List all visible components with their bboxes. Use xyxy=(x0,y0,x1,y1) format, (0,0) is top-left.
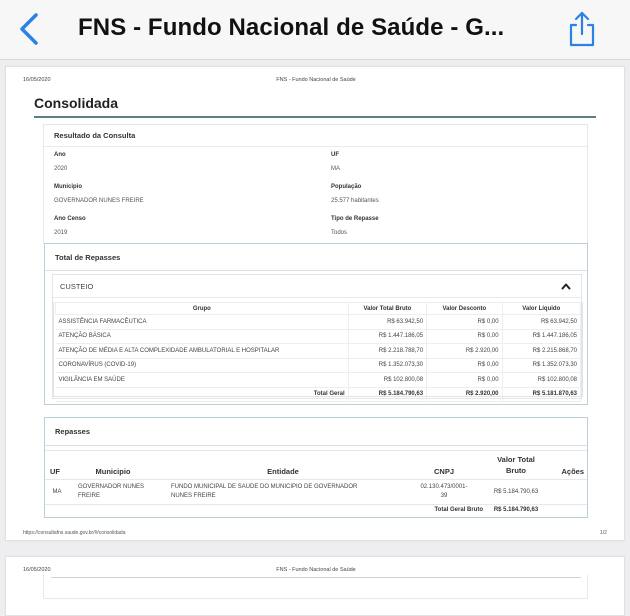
field-label-ano: Ano xyxy=(54,152,66,158)
back-button[interactable] xyxy=(16,12,42,46)
print-header-title: FNS - Fundo Nacional de Saúde xyxy=(276,77,356,83)
pdf-page-1 xyxy=(5,66,625,541)
cell-liquido: R$ 2.215.868,70 xyxy=(502,344,580,359)
cell-liquido: R$ 1.352.073,30 xyxy=(502,358,580,373)
column-header-cnpj: CNPJ xyxy=(433,466,454,476)
cell-line: 39 xyxy=(440,492,448,499)
share-icon xyxy=(565,10,599,48)
print-footer-url: https://consultafns.saude.gov.br/#/consolidada xyxy=(23,530,126,536)
heading-divider xyxy=(34,116,596,118)
page-heading: Consolidada xyxy=(34,95,119,111)
total-bruto: R$ 5.184.790,63 xyxy=(348,387,426,402)
header-line: Bruto xyxy=(506,465,526,475)
share-button[interactable] xyxy=(565,10,599,48)
cell-municipio xyxy=(65,479,161,504)
field-label-uf: UF xyxy=(331,152,339,158)
cell-desconto: R$ 0,00 xyxy=(427,329,502,344)
print-date: 16/05/2020 xyxy=(23,567,51,573)
field-label-municipio: Municipio xyxy=(54,184,82,190)
cell-entidade xyxy=(161,479,405,504)
card-title: Total de Repasses xyxy=(55,253,121,262)
cell-desconto: R$ 0,00 xyxy=(427,358,502,373)
cell-bruto: R$ 63.942,50 xyxy=(348,315,426,330)
chevron-left-icon xyxy=(16,12,42,46)
table-row xyxy=(56,373,581,388)
cell-desconto: R$ 2.920,00 xyxy=(427,344,502,359)
column-header-uf: UF xyxy=(50,466,60,476)
total-label: Total Geral xyxy=(56,387,349,402)
cell-cnpj xyxy=(405,479,483,504)
total-liquido: R$ 5.181.870,63 xyxy=(502,387,580,402)
field-label-tipo-repasse: Tipo de Repasse xyxy=(331,216,379,222)
total-desconto: R$ 2.920,00 xyxy=(427,387,502,402)
cell-uf: MA xyxy=(45,479,65,504)
cell-bruto: R$ 1.447.186,05 xyxy=(348,329,426,344)
field-label-populacao: População xyxy=(331,184,362,190)
repasses-by-group-table xyxy=(55,302,581,402)
field-value-tipo-repasse: Todos xyxy=(331,230,348,236)
chevron-up-icon[interactable] xyxy=(561,282,571,290)
table-row xyxy=(45,479,587,504)
column-header-municipio: Municipio xyxy=(95,466,131,476)
column-header-entidade: Entidade xyxy=(267,466,299,476)
cell-line: FUNDO MUNICIPAL DE SAUDE DO MUNICIPIO DE GOVERNADOR xyxy=(171,483,358,490)
column-header-valor-liquido: Valor Líquido xyxy=(502,303,580,315)
custeio-label: CUSTEIO xyxy=(60,282,94,291)
card-frame xyxy=(43,575,588,599)
cell-bruto: R$ 1.352.073,30 xyxy=(348,358,426,373)
cell-desconto: R$ 0,00 xyxy=(427,315,502,330)
custeio-accordion-header[interactable] xyxy=(53,275,581,298)
cell-grupo: ATENÇÃO DE MÉDIA E ALTA COMPLEXIDADE AMBULATORIAL E HOSPITALAR xyxy=(56,344,349,359)
table-total-row xyxy=(56,387,581,402)
table-row xyxy=(56,344,581,359)
document-title: FNS - Fundo Nacional de Saúde - G... xyxy=(78,14,505,41)
cell-grupo: VIGILÂNCIA EM SAÚDE xyxy=(56,373,349,388)
table-row xyxy=(56,315,581,330)
cell-line: NUNES FREIRE xyxy=(171,492,216,499)
cell-liquido: R$ 102.800,08 xyxy=(502,373,580,388)
divider xyxy=(45,445,587,446)
pdf-page-2 xyxy=(5,556,625,616)
cell-line: FREIRE xyxy=(78,492,101,499)
print-date: 16/05/2020 xyxy=(23,77,51,83)
table-row xyxy=(56,358,581,373)
column-header-valor-total-bruto xyxy=(483,451,549,479)
cell-desconto: R$ 0,00 xyxy=(427,373,502,388)
column-header-acoes: Ações xyxy=(561,466,584,476)
card-title: Resultado da Consulta xyxy=(54,131,136,140)
repasses-card xyxy=(44,417,588,518)
field-value-municipio: GOVERNADOR NUNES FREIRE xyxy=(54,198,144,204)
cell-bruto: R$ 102.800,08 xyxy=(348,373,426,388)
repasses-table xyxy=(45,451,587,516)
cell-grupo: ATENÇÃO BÁSICA xyxy=(56,329,349,344)
field-value-populacao: 25.577 habitantes xyxy=(331,198,379,204)
total-label: Total Geral Bruto xyxy=(405,504,483,516)
field-label-ano-censo: Ano Censo xyxy=(54,216,86,222)
table-total-row xyxy=(45,504,587,516)
divider xyxy=(44,146,587,147)
cell-grupo: ASSISTÊNCIA FARMACÊUTICA xyxy=(56,315,349,330)
cell-acoes xyxy=(549,479,587,504)
field-value-ano: 2020 xyxy=(54,166,68,172)
cell-grupo: CORONAVÍRUS (COVID-19) xyxy=(56,358,349,373)
table-header-row xyxy=(56,303,581,315)
field-value-uf: MA xyxy=(331,166,340,172)
custeio-panel xyxy=(52,274,582,399)
heading-divider xyxy=(51,577,581,578)
divider xyxy=(45,270,587,271)
total-valor: R$ 5.184.790,63 xyxy=(483,504,549,516)
column-header-valor-bruto: Valor Total Bruto xyxy=(348,303,426,315)
column-header-valor-desconto: Valor Desconto xyxy=(427,303,502,315)
cell-line: GOVERNADOR NUNES xyxy=(78,483,145,490)
card-title: Repasses xyxy=(55,427,91,436)
repasses-table-container xyxy=(45,450,587,515)
cell-bruto: R$ 2.218.788,70 xyxy=(348,344,426,359)
cell-valor: R$ 5.184.790,63 xyxy=(483,479,549,504)
cell-line: 02.130.473/0001- xyxy=(420,483,468,490)
table-row xyxy=(56,329,581,344)
total-repasses-card xyxy=(44,243,588,405)
cell-liquido: R$ 1.447.186,05 xyxy=(502,329,580,344)
field-value-ano-censo: 2019 xyxy=(54,230,68,236)
resultado-consulta-card xyxy=(43,124,588,244)
page-number: 1/2 xyxy=(600,530,607,536)
cell-liquido: R$ 63.942,50 xyxy=(502,315,580,330)
print-header-title: FNS - Fundo Nacional de Saúde xyxy=(276,567,356,573)
header-line: Valor Total xyxy=(497,454,535,464)
navigation-bar xyxy=(0,0,630,60)
table-header-row xyxy=(45,451,587,479)
column-header-grupo: Grupo xyxy=(56,303,349,315)
